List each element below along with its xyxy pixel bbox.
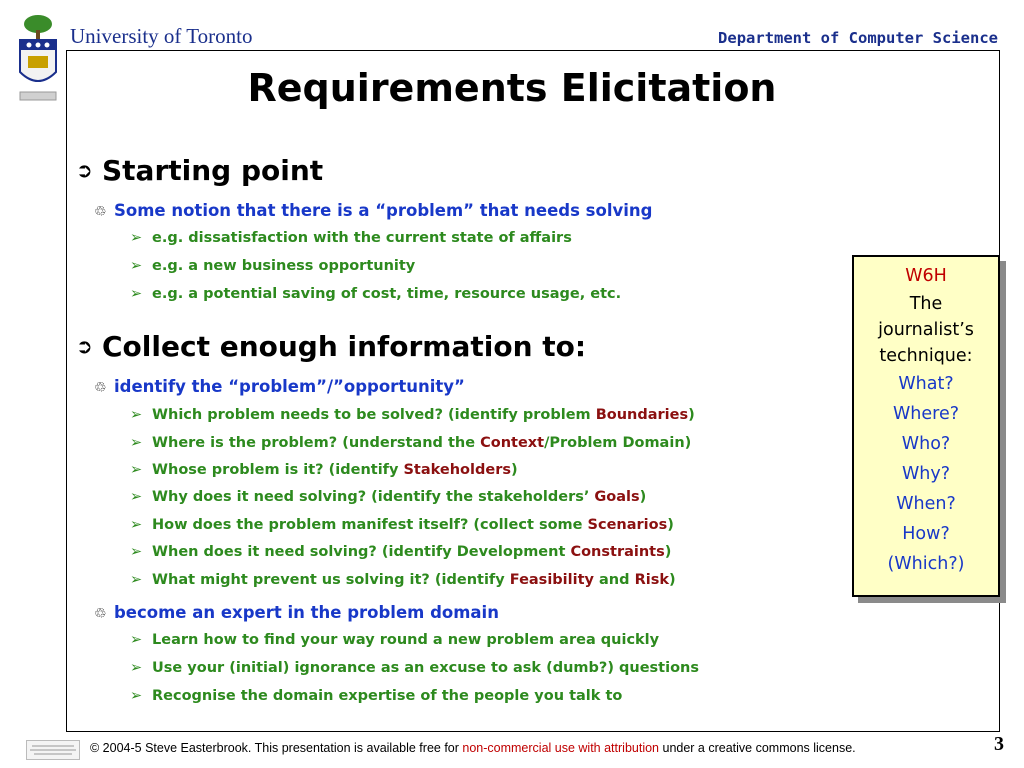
subbullet-label: identify the “problem”/”opportunity” bbox=[114, 377, 465, 396]
bullet-label: Collect enough information to: bbox=[102, 330, 587, 363]
bullet-starting-point bbox=[76, 154, 323, 187]
callout-question: Why? bbox=[901, 464, 951, 484]
recycle-bullet-icon: ♲ bbox=[94, 606, 107, 622]
page-number: 3 bbox=[994, 733, 1004, 755]
list-item: ➢ e.g. a new business opportunity bbox=[130, 258, 416, 274]
list-item: ➢ Whose problem is it? (identify Stakeholders) bbox=[130, 462, 518, 478]
callout-question: (Which?) bbox=[887, 554, 965, 574]
list-item: ➢ Use your (initial) ignorance as an excuse to ask (dumb?) questions bbox=[130, 660, 699, 676]
list-item: ➢ How does the problem manifest itself? (collect some Scenarios) bbox=[130, 517, 674, 533]
arrowhead-bullet-icon: ➢ bbox=[130, 544, 143, 560]
subbullet-become-expert bbox=[94, 603, 499, 622]
list-item: ➢ Which problem needs to be solved? (identify problem Boundaries) bbox=[130, 407, 695, 423]
w6h-callout-box bbox=[852, 255, 1000, 597]
subbullet-problem-notion bbox=[94, 201, 652, 220]
arrowhead-bullet-icon: ➢ bbox=[130, 258, 143, 274]
callout-heading: W6H bbox=[905, 266, 947, 286]
list-item: ➢ e.g. a potential saving of cost, time, resource usage, etc. bbox=[130, 286, 622, 302]
university-name: University of Toronto bbox=[70, 24, 253, 48]
subbullet-label: Some notion that there is a “problem” that needs solving bbox=[114, 201, 653, 220]
arrowhead-bullet-icon: ➢ bbox=[130, 572, 143, 588]
arrow-bullet-icon: ➲ bbox=[76, 334, 93, 358]
bullet-collect-information bbox=[76, 330, 586, 363]
list-item: ➢ What might prevent us solving it? (identify Feasibility and Risk) bbox=[130, 572, 676, 588]
list-item: ➢ Learn how to find your way round a new problem area quickly bbox=[130, 632, 660, 648]
arrowhead-bullet-icon: ➢ bbox=[130, 230, 143, 246]
arrow-bullet-icon: ➲ bbox=[76, 158, 93, 182]
license-link[interactable]: non-commercial use with attribution bbox=[462, 741, 660, 755]
subbullet-label: become an expert in the problem domain bbox=[114, 603, 499, 622]
arrowhead-bullet-icon: ➢ bbox=[130, 435, 143, 451]
creative-commons-license-logo bbox=[26, 740, 80, 760]
callout-line: The bbox=[909, 294, 943, 314]
callout-question: When? bbox=[896, 494, 956, 514]
bullet-label: Starting point bbox=[102, 154, 324, 187]
arrowhead-bullet-icon: ➢ bbox=[130, 517, 143, 533]
list-item: ➢ When does it need solving? (identify Development Constraints) bbox=[130, 544, 672, 560]
callout-question: What? bbox=[898, 374, 954, 394]
department-name: Department of Computer Science bbox=[718, 29, 998, 47]
arrowhead-bullet-icon: ➢ bbox=[130, 489, 143, 505]
arrowhead-bullet-icon: ➢ bbox=[130, 660, 143, 676]
subbullet-identify-problem bbox=[94, 377, 465, 396]
callout-line: technique: bbox=[879, 346, 973, 366]
recycle-bullet-icon: ♲ bbox=[94, 204, 107, 220]
list-item: ➢ Recognise the domain expertise of the people you talk to bbox=[130, 688, 623, 704]
arrowhead-bullet-icon: ➢ bbox=[130, 462, 143, 478]
callout-question: How? bbox=[902, 524, 950, 544]
list-item: ➢ e.g. dissatisfaction with the current state of affairs bbox=[130, 230, 572, 246]
slide-title: Requirements Elicitation bbox=[247, 66, 777, 110]
recycle-bullet-icon: ♲ bbox=[94, 380, 107, 396]
callout-question: Who? bbox=[901, 434, 951, 454]
arrowhead-bullet-icon: ➢ bbox=[130, 407, 143, 423]
arrowhead-bullet-icon: ➢ bbox=[130, 286, 143, 302]
copyright-footer: © 2004-5 Steve Easterbrook. This presentation is available free for non-commercial use with attribution under a creative commons license. bbox=[90, 741, 856, 755]
arrowhead-bullet-icon: ➢ bbox=[130, 632, 143, 648]
callout-question: Where? bbox=[892, 404, 960, 424]
callout-line: journalist’s bbox=[878, 320, 974, 340]
list-item: ➢ Why does it need solving? (identify the stakeholders’ Goals) bbox=[130, 489, 647, 505]
list-item: ➢ Where is the problem? (understand the Context/Problem Domain) bbox=[130, 435, 692, 451]
arrowhead-bullet-icon: ➢ bbox=[130, 688, 143, 704]
